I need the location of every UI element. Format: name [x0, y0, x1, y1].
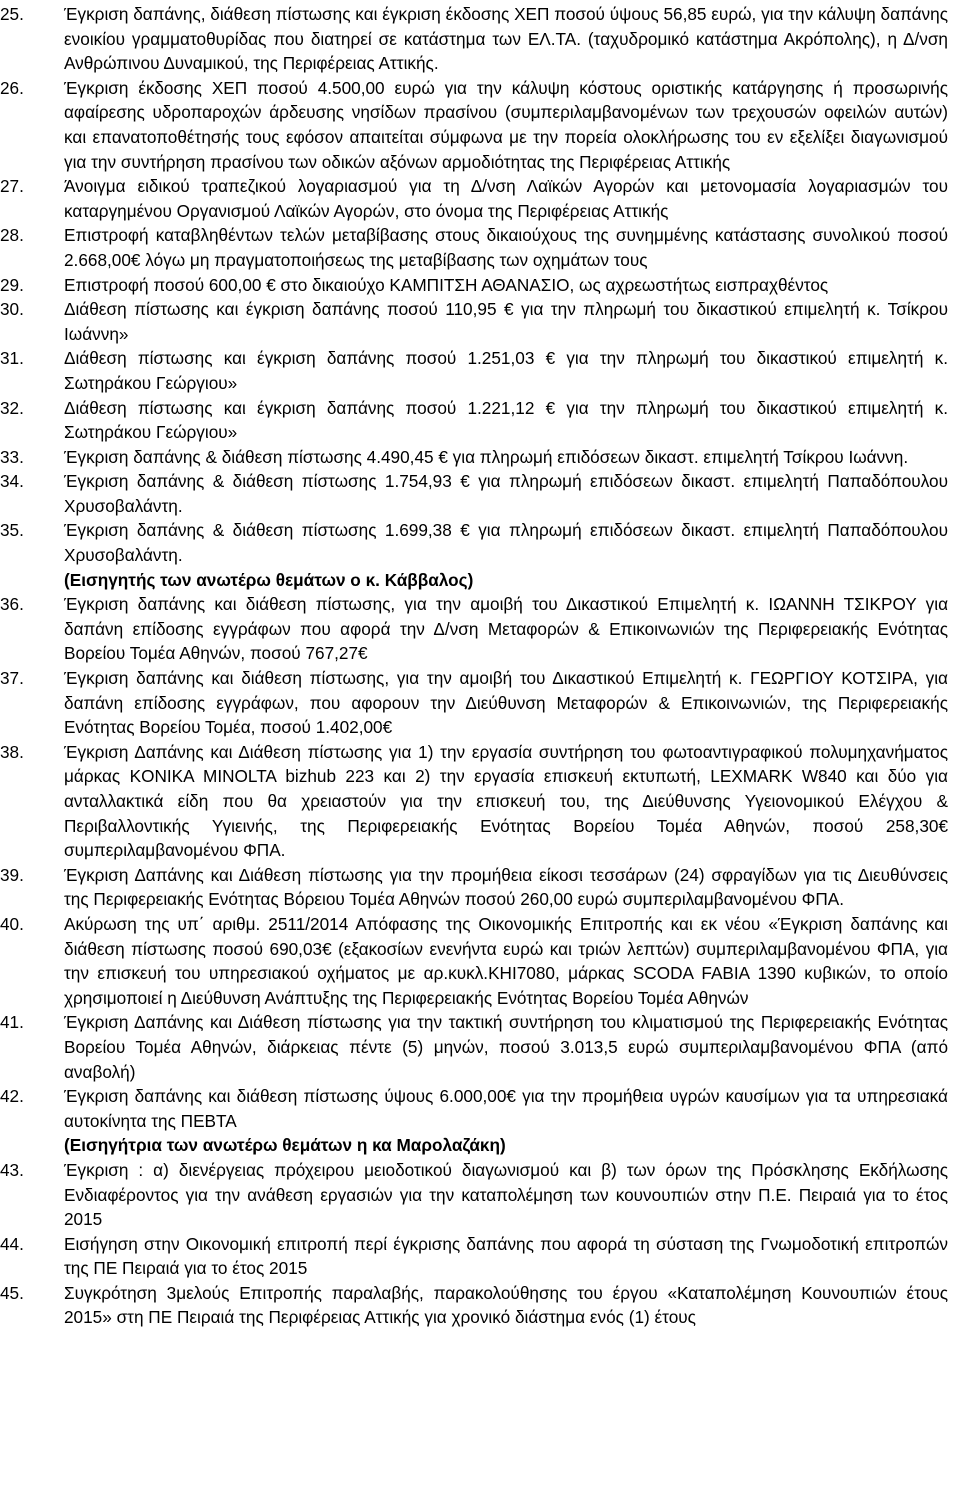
item-text: Διάθεση πίστωσης και έγκριση δαπάνης ποσού 1.221,12 € για την πληρωμή του δικαστικού επιμελητή κ. Σωτηράκου Γεώργιου» [64, 397, 948, 443]
rapporteur-heading: (Εισηγητής των ανωτέρω θεμάτων ο κ. Κάββαλος) [64, 569, 474, 590]
item-number: 25. [0, 4, 24, 24]
item-text: Διάθεση πίστωσης και έγκριση δαπάνης ποσού 110,95 € για την πληρωμή του δικαστικού επιμελητή κ. Τσίκρου Ιωάννη» [64, 299, 948, 344]
item-number: 44. [0, 1233, 24, 1254]
agenda-item-38 [0, 740, 948, 863]
agenda-item-30 [0, 297, 948, 346]
agenda-item-27 [0, 174, 948, 223]
agenda-item-40 [0, 912, 948, 1010]
item-text: Εισήγηση στην Οικονομική επιτροπή περί έγκρισης δαπάνης που αφορά τη σύσταση της Γνωμοδοτική επιτροπών της ΠΕ Πειραιά για το έτος 2015 [64, 1233, 948, 1279]
agenda-item-29 [0, 273, 948, 298]
item-number: 45. [0, 1282, 24, 1303]
item-number: 30. [0, 299, 24, 320]
agenda-item-35 [0, 518, 948, 567]
item-number: 27. [0, 176, 24, 197]
item-text: Έγκριση δαπάνης & διάθεση πίστωσης 1.754,93 € για πληρωμή επιδόσεων δικαστ. επιμελητή Παπαδόπουλου Χρυσοβαλάντη. [64, 471, 948, 516]
agenda-item-44 [0, 1232, 948, 1281]
item-text: Έγκριση : α) διενέργειας πρόχειρου μειοδοτικού διαγωνισμού και β) των όρων της Πρόσκλησης Εκδήλωσης Ενδιαφέροντος για την ανάθεση εργασιών για την καταπολέμηση των κουνουπιών στην Π.Ε. Πειραιά για το έτος 2015 [64, 1159, 948, 1230]
agenda-item-34 [0, 469, 948, 518]
item-text: Άνοιγμα ειδικού τραπεζικού λογαριασμού για τη Δ/νση Λαϊκών Αγορών και μετονομασία λογαριασμών του καταργημένου Οργανισμού Λαϊκών Αγορών, στο όνομα της Περιφέρειας Αττικής [64, 176, 948, 221]
agenda-item-36 [0, 592, 948, 666]
agenda-item-26 [0, 76, 948, 174]
item-number: 26. [0, 77, 24, 98]
agenda-item-37 [0, 666, 948, 740]
agenda-item-42 [0, 1084, 948, 1133]
item-text: Επιστροφή καταβληθέντων τελών μεταβίβασης στους δικαιούχους της συνημμένης κατάστασης συνολικού ποσού 2.668,00€ λόγω μη πραγματοποιήσεως της μεταβίβασης των οχημάτων τους [64, 225, 948, 270]
item-text: Έγκριση δαπάνης και διάθεση πίστωσης, για την αμοιβή του Δικαστικού Επιμελητή κ. ΓΕΩΡΓΙΟΥ ΚΟΤΣΙΡΑ, για δαπάνη επίδοσης εγγράφων, που αφορουν την Διεύθυνση Μεταφορών & Επικοινωνιών, της Περιφερειακής Ενότητας Βορείου Τομέα, ποσού 1.402,00€ [64, 668, 948, 738]
agenda-item-45 [0, 1281, 948, 1330]
item-text: Έγκριση έκδοσης ΧΕΠ ποσού 4.500,00 ευρώ για την κάλυψη κόστους οριστικής κατάργησης ή προσωρινής αφαίρεσης υδροπαροχών άρδευσης νησίδων πρασίνου (συμπεριλαμβανομένων των τρεχουσών οφειλών αυτών) και επανατοποθέτησής τους εφόσον απαιτείται σύμφωνα με την πορεία ολοκλήρωσης του εν εξελίξει διαγωνισμού για την συντήρηση πρασίνου των οδικών αξόνων αρμοδιότητας της Περιφέρειας Αττικής [64, 77, 948, 172]
item-text: Ακύρωση της υπ΄ αριθμ. 2511/2014 Απόφασης της Οικονομικής Επιτροπής και εκ νέου «Έγκριση δαπάνης και διάθεση πίστωσης ποσού 690,03€ (εξακοσίων ενενήντα ευρώ και τριών λεπτών) συμπεριλαμβανομένου ΦΠΑ, για την επισκευή του υπηρεσιακού οχήματος με αρ.κυκλ.ΚΗΙ7080, μάρκας SCODA FABIA 1390 κυβικών, το οποίο χρησιμοποιεί η Διεύθυνση Ανάπτυξης της Περιφερειακής Ενότητας Βορείου Τομέα Αθηνών [64, 913, 948, 1008]
item-number: 33. [0, 446, 24, 467]
item-text: Έγκριση δαπάνης, διάθεση πίστωσης και έγκριση έκδοσης ΧΕΠ ποσού ύψους 56,85 ευρώ, για την κάλυψη δαπάνης ενοικίου γραμματοθυρίδας που διατηρεί σε κατάστημα των ΕΛ.ΤΑ. (ταχυδρομικό κατάστημα Ακρόπολης), η Δ/νση Ανθρώπινου Δυναμικού, της Περιφέρειας Αττικής. [64, 4, 948, 74]
agenda-item-31 [0, 346, 948, 395]
item-text: Έγκριση δαπάνης και διάθεση πίστωσης ύψους 6.000,00€ για την προμήθεια υγρών καυσίμων για τα υπηρεσιακά αυτοκίνητα της ΠΕΒΤΑ [64, 1086, 948, 1131]
item-number: 34. [0, 471, 24, 492]
rapporteur-heading: (Εισηγήτρια των ανωτέρω θεμάτων η κα Μαρολαζάκη) [64, 1135, 506, 1156]
item-number: 42. [0, 1086, 24, 1107]
item-number: 32. [0, 397, 24, 418]
item-number: 40. [0, 913, 24, 934]
item-text: Επιστροφή ποσού 600,00 € στο δικαιούχο ΚΑΜΠΙΤΣΗ ΑΘΑΝΑΣΙΟ, ως αχρεωστήτως εισπραχθέντος [64, 274, 829, 295]
agenda-item-25 [0, 2, 948, 76]
agenda-item-39 [0, 863, 948, 912]
item-number: 29. [0, 274, 24, 295]
item-number: 36. [0, 594, 24, 615]
agenda-item-32 [0, 396, 948, 445]
item-text: Έγκριση Δαπάνης και Διάθεση πίστωσης για την τακτική συντήρηση του κλιματισμού της Περιφερειακής Ενότητας Βορείου Τομέα Αθηνών, διάρκειας πέντε (5) μηνών, ποσού 3.013,5 ευρώ συμπεριλαμβανομένου ΦΠΑ (από αναβολή) [64, 1012, 948, 1082]
agenda-item-41 [0, 1010, 948, 1084]
item-text: Έγκριση Δαπάνης και Διάθεση πίστωσης για την προμήθεια είκοσι τεσσάρων (24) σφραγίδων για τις Διευθύνσεις της Περιφερειακής Ενότητας Βόρειου Τομέα Αθηνών ποσού 260,00 ευρώ συμπεριλαμβανομένου ΦΠΑ. [64, 864, 948, 910]
item-number: 43. [0, 1159, 24, 1180]
item-text: Έγκριση δαπάνης & διάθεση πίστωσης 1.699,38 € για πληρωμή επιδόσεων δικαστ. επιμελητή Παπαδόπουλου Χρυσοβαλάντη. [64, 520, 948, 566]
item-number: 37. [0, 668, 24, 689]
item-number: 31. [0, 348, 24, 369]
item-number: 35. [0, 520, 24, 541]
item-text: Έγκριση δαπάνης & διάθεση πίστωσης 4.490,45 € για πληρωμή επιδόσεων δικαστ. επιμελητή Τσίκρου Ιωάννη. [64, 446, 909, 467]
item-text: Έγκριση Δαπάνης και Διάθεση πίστωσης για 1) την εργασία συντήρηση του φωτοαντιγραφικού πολυμηχανήματος μάρκας KONIKA MINOLTA bizhub 223 και 2) την εργασία επισκευή εκτυπωτή, LEXMARK W840 και δύο για ανταλλακτικά είδη που θα χρειαστούν για την επισκευή του, της Διεύθυνσης Υγειονομικού Ελέγχου & Περιβαλλοντικής Υγιεινής, της Περιφερειακής Ενότητας Βορείου Τομέα Αθηνών, ποσού 258,30€ συμπεριλαμβανομένου ΦΠΑ. [64, 741, 948, 861]
item-text: Συγκρότηση 3μελούς Επιτροπής παραλαβής, παρακολούθησης του έργου «Καταπολέμηση Κουνουπιών έτους 2015» στη ΠΕ Πειραιά της Περιφέρειας Αττικής για χρονικό διάστημα ενός (1) έτους [64, 1282, 948, 1328]
agenda-item-43 [0, 1158, 948, 1232]
agenda-item-33 [0, 445, 948, 470]
item-text: Έγκριση δαπάνης και διάθεση πίστωσης, για την αμοιβή του Δικαστικού Επιμελητή κ. ΙΩΑΝΝΗ ΤΣΙΚΡΟΥ για δαπάνη επίδοσης εγγράφων που αφορά την Δ/νση Μεταφορών & Επικοινωνιών της Περιφερειακής Ενότητας Βορείου Τομέα Αθηνών, ποσού 767,27€ [64, 594, 948, 664]
item-number: 38. [0, 741, 24, 762]
agenda-item-28 [0, 223, 948, 272]
item-text: Διάθεση πίστωσης και έγκριση δαπάνης ποσού 1.251,03 € για την πληρωμή του δικαστικού επιμελητή κ. Σωτηράκου Γεώργιου» [64, 348, 948, 393]
item-number: 39. [0, 864, 24, 885]
item-number: 41. [0, 1012, 24, 1033]
item-number: 28. [0, 225, 24, 246]
